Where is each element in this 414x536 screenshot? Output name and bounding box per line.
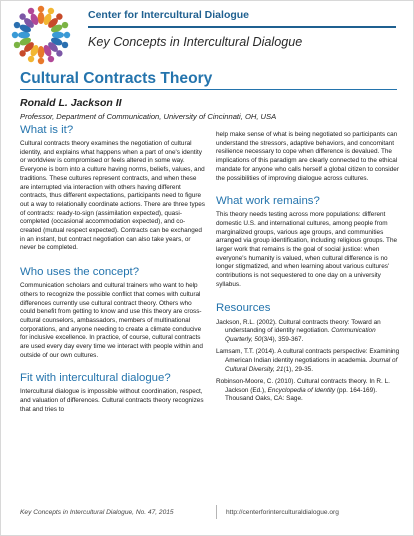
logo-figure-body xyxy=(38,46,45,58)
author-affiliation: Professor, Department of Communication, University of Cincinnati, OH, USA xyxy=(20,112,277,121)
reference-item: Lamsam, T.T. (2014). A cultural contracts perspective: Examining American Indian identity negotiations in academia. Journal of Cultural Diversity, 21(1), 29-35. xyxy=(216,348,400,373)
left-column xyxy=(20,123,205,415)
footer-url-link[interactable]: http://centerforinterculturaldialogue.org xyxy=(226,509,339,516)
logo-figure-body xyxy=(18,32,30,39)
logo-figure-head xyxy=(62,22,68,28)
logo-figure-head xyxy=(64,32,70,38)
header-divider xyxy=(88,26,396,28)
section-text-work-remains: This theory needs testing across more populations: different domestic U.S. and international cultures, among people from marginalized groups, various age groups, and communities arranged via group identification, including religious groups. The larger work that remains is the goal of social justice: when everyone's humanity is valued, when cultural difference is no longer stigmatized, and when learning about various cultures' contributions is not sequestered to one day on a university syllabus. xyxy=(216,211,398,288)
author-name: Ronald L. Jackson II xyxy=(20,97,122,109)
reference-item: Robinson-Moore, C. (2010). Cultural contracts theory. In R. L. Jackson (Ed.), Encyclopedia of Identity (pp. 164-169). Thousand Oaks, CA: Sage. xyxy=(216,378,390,403)
section-heading-fit: Fit with intercultural dialogue? xyxy=(20,372,171,385)
section-heading-work-remains: What work remains? xyxy=(216,195,320,208)
footer-divider xyxy=(216,505,217,519)
section-text-fit: Intercultural dialogue is impossible without coordination, respect, and valuation of differences. Cultural contracts theory recognizes that and tries to xyxy=(20,388,204,413)
organization-name: Center for Intercultural Dialogue xyxy=(88,9,250,21)
logo-figure-head xyxy=(48,8,54,14)
center-logo-icon xyxy=(7,1,75,69)
section-text-who-uses: Communication scholars and cultural trainers who want to help others to recognize the possible conflict that comes with cultural differences currently use cultural contract theory. Others who could benefit from getting to know and use this theory are cross-cultural counselors, ambassadors, members of multinational corporations, and anyone needing to create a climate conducive for inclusive excellence. In practice, of course, cultural contracts are used every day every time we interact with people within and outside of our own cultures. xyxy=(20,282,203,359)
article-title: Cultural Contracts Theory xyxy=(20,70,213,87)
section-heading-what-is-it: What is it? xyxy=(20,124,74,136)
logo-figure-head xyxy=(62,42,68,48)
logo-figure-head xyxy=(28,56,34,62)
logo-figure-head xyxy=(48,56,54,62)
logo-figure-head xyxy=(14,42,20,48)
title-divider xyxy=(20,89,397,90)
reference-item: Jackson, R.L. (2002). Cultural contracts theory: Toward an understanding of identity negotiation. Communication Quarterly, 50(3/4), 359-367. xyxy=(216,318,381,343)
logo-figure-head xyxy=(28,8,34,14)
section-heading-resources: Resources xyxy=(216,301,271,314)
series-name: Key Concepts in Intercultural Dialogue xyxy=(88,35,303,49)
logo-figure-head xyxy=(38,58,44,64)
logo-figure-head xyxy=(12,32,18,38)
section-text-what-is-it: Cultural contracts theory examines the negotiation of cultural identity, and explains what happens when a part of one's identity or worldview is compromised or feels altered in some way. Everyone is born into a culture having norms, beliefs, values, and traditions. These cultures represent contracts, and when these are interrupted via interaction with others having different contracts, thus different expectations, participants need to figure out a way to relationally coordinate actions. There are three types of contracts: ready-to-sign (assimilation expected), quasi-completed (occasional accommodation expected), and co-created (mutual respect expected). Contracts can be exchanged in an instant, but contract negotiation can also take years, or never be completed. xyxy=(20,140,205,252)
logo-figure-body xyxy=(52,32,64,39)
logo-figure-head xyxy=(38,6,44,12)
section-heading-who-uses: Who uses the concept? xyxy=(20,266,140,279)
section-text-fit-continued: help make sense of what is being negotiated so participants can understand the stressors, adaptive behaviors, and concomitant resilience necessary to cope when difference is devalued. The implications of this paradigm are clearly connected to the ethical mandate for anyone who calls herself a global citizen to consider the possibilities of improving dialogue across cultures. xyxy=(216,131,399,182)
logo-figure-head xyxy=(14,22,20,28)
logo-figure-body xyxy=(38,12,45,24)
footer-series-issue: Key Concepts in Intercultural Dialogue, No. 47, 2015 xyxy=(20,509,174,516)
right-column xyxy=(216,131,400,408)
reference-list xyxy=(216,319,400,404)
